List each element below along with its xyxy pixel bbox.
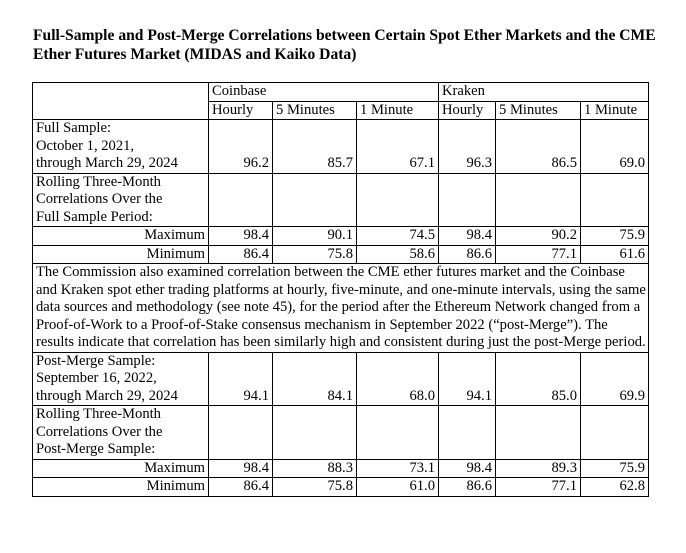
label-line: Correlations Over the xyxy=(36,191,163,207)
value-cell: 69.9 xyxy=(581,352,649,406)
value-cell: 75.8 xyxy=(273,245,357,264)
post-maximum-label: Maximum xyxy=(33,459,209,478)
value-cell: 86.4 xyxy=(209,245,273,264)
value-cell: 94.1 xyxy=(439,352,496,406)
interval-header: 1 Minute xyxy=(581,101,649,120)
value-cell: 96.3 xyxy=(439,120,496,174)
empty-cell xyxy=(273,173,357,227)
full-maximum-label: Maximum xyxy=(33,227,209,246)
value-cell: 98.4 xyxy=(439,227,496,246)
value-cell: 77.1 xyxy=(496,478,581,497)
empty-cell xyxy=(209,173,273,227)
empty-cell xyxy=(581,406,649,460)
label-line: Post-Merge Sample: xyxy=(36,352,156,369)
label-line: Post-Merge Sample: xyxy=(36,441,156,457)
note-row xyxy=(33,264,649,353)
interval-header: Hourly xyxy=(209,101,273,120)
value-cell: 86.6 xyxy=(439,245,496,264)
value-cell: 94.1 xyxy=(209,352,273,406)
empty-cell xyxy=(209,406,273,460)
full-sample-row xyxy=(33,120,649,174)
post-rolling-label xyxy=(33,406,209,460)
value-cell: 96.2 xyxy=(209,120,273,174)
value-cell: 89.3 xyxy=(496,459,581,478)
empty-cell xyxy=(439,173,496,227)
empty-cell xyxy=(273,406,357,460)
full-minimum-row xyxy=(33,245,649,264)
value-cell: 75.9 xyxy=(581,227,649,246)
post-sample-row xyxy=(33,352,649,406)
empty-cell xyxy=(496,173,581,227)
correlation-table xyxy=(32,82,649,497)
full-maximum-row xyxy=(33,227,649,246)
value-cell: 75.9 xyxy=(581,459,649,478)
value-cell: 90.2 xyxy=(496,227,581,246)
value-cell: 75.8 xyxy=(273,478,357,497)
post-maximum-row xyxy=(33,459,649,478)
value-cell: 85.7 xyxy=(273,120,357,174)
exchange-kraken: Kraken xyxy=(439,83,649,102)
empty-cell xyxy=(439,406,496,460)
methodology-note: The Commission also examined correlation between the CME ether futures market and the Coinbase and Kraken spot ether trading platforms at hourly, five-minute, and one-minute intervals, using the same data sources and methodology (see note 45), for the period after the Ethereum Network changed from a Proof-of-Work to a Proof-of-Stake consensus mechanism in September 2022 (“post-Merge”). The results indicate that correlation has been similarly high and consistent during just the post-Merge period. xyxy=(33,264,649,353)
interval-header: 1 Minute xyxy=(357,101,439,120)
value-cell: 86.6 xyxy=(439,478,496,497)
value-cell: 90.1 xyxy=(273,227,357,246)
post-minimum-label: Minimum xyxy=(33,478,209,497)
label-line: September 16, 2022, xyxy=(36,370,157,386)
value-cell: 98.4 xyxy=(439,459,496,478)
label-line: Rolling Three-Month xyxy=(36,406,161,422)
value-cell: 98.4 xyxy=(209,459,273,478)
full-rolling-row xyxy=(33,173,649,227)
full-minimum-label: Minimum xyxy=(33,245,209,264)
label-line: through March 29, 2024 xyxy=(36,155,178,171)
value-cell: 68.0 xyxy=(357,352,439,406)
post-rolling-row xyxy=(33,406,649,460)
value-cell: 61.6 xyxy=(581,245,649,264)
label-line: through March 29, 2024 xyxy=(36,387,178,404)
value-cell: 88.3 xyxy=(273,459,357,478)
label-line: Correlations Over the xyxy=(36,423,163,440)
label-line: Full Sample: xyxy=(36,120,111,136)
value-cell: 67.1 xyxy=(357,120,439,174)
value-cell: 69.0 xyxy=(581,120,649,174)
empty-cell xyxy=(357,406,439,460)
value-cell: 73.1 xyxy=(357,459,439,478)
value-cell: 61.0 xyxy=(357,478,439,497)
full-rolling-label xyxy=(33,173,209,227)
header-blank-cell xyxy=(33,83,209,120)
value-cell: 86.5 xyxy=(496,120,581,174)
label-line: Full Sample Period: xyxy=(36,208,153,225)
exchange-coinbase: Coinbase xyxy=(209,83,439,102)
table-title: Full-Sample and Post-Merge Correlations between Certain Spot Ether Markets and the CME Ether Futures Market (MIDAS and Kaiko Data) xyxy=(33,27,656,63)
empty-cell xyxy=(496,406,581,460)
interval-header: 5 Minutes xyxy=(496,101,581,120)
post-minimum-row xyxy=(33,478,649,497)
value-cell: 62.8 xyxy=(581,478,649,497)
interval-header: Hourly xyxy=(439,101,496,120)
value-cell: 58.6 xyxy=(357,245,439,264)
post-sample-label xyxy=(33,352,209,406)
empty-cell xyxy=(357,173,439,227)
value-cell: 77.1 xyxy=(496,245,581,264)
exchange-header-row xyxy=(33,83,649,102)
value-cell: 86.4 xyxy=(209,478,273,497)
value-cell: 74.5 xyxy=(357,227,439,246)
interval-header: 5 Minutes xyxy=(273,101,357,120)
empty-cell xyxy=(581,173,649,227)
value-cell: 98.4 xyxy=(209,227,273,246)
full-sample-label xyxy=(33,120,209,174)
value-cell: 84.1 xyxy=(273,352,357,406)
label-line: October 1, 2021, xyxy=(36,137,135,154)
label-line: Rolling Three-Month xyxy=(36,173,161,190)
value-cell: 85.0 xyxy=(496,352,581,406)
